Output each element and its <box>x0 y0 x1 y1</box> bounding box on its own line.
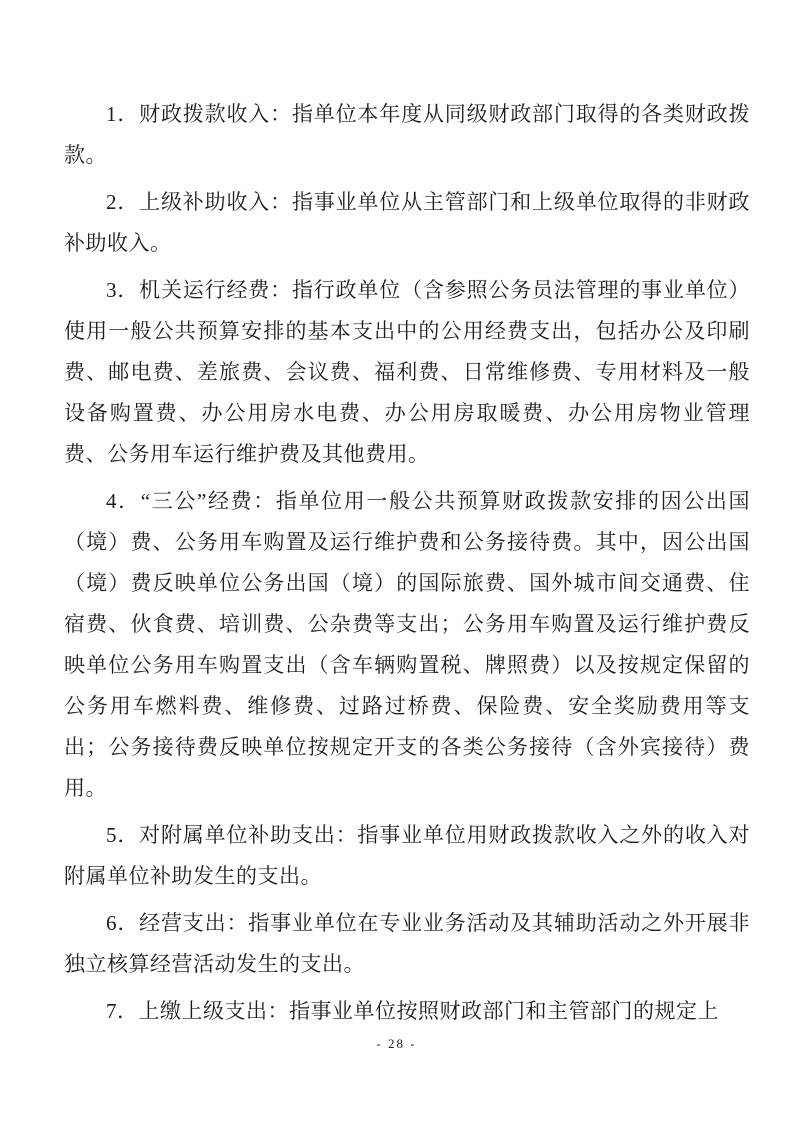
paragraph-agency-operating-expenses: 3．机关运行经费：指行政单位（含参照公务员法管理的事业单位）使用一般公共预算安排的基本支出中的公用经费支出，包括办公及印刷费、邮电费、差旅费、会议费、福利费、日常维修费、专用材料及一般设备购置费、办公用房水电费、办公用房取暖费、办公用房物业管理费、公务用车运行维护费及其他费用。 <box>64 278 750 466</box>
page-number: - 28 - <box>376 1036 417 1051</box>
paragraph-subsidy-to-affiliated-units: 5．对附属单位补助支出：指事业单位用财政拨款收入之外的收入对附属单位补助发生的支出。 <box>64 823 750 888</box>
document-body <box>64 94 750 1038</box>
paragraph-fiscal-appropriation-income: 1．财政拨款收入：指单位本年度从同级财政部门取得的各类财政拨款。 <box>64 102 750 167</box>
paragraph-payment-to-superior: 7．上缴上级支出：指事业单位按照财政部门和主管部门的规定上 <box>106 999 719 1023</box>
paragraph-three-public-expenses: 4．“三公”经费：指单位用一般公共预算财政拨款安排的因公出国（境）费、公务用车购置及运行维护费和公务接待费。其中，因公出国（境）费反映单位公务出国（境）的国际旅费、国外城市间交通费、住宿费、伙食费、培训费、公杂费等支出；公务用车购置及运行维护费反映单位公务用车购置支出（含车辆购置税、牌照费）以及按规定保留的公务用车燃料费、维修费、过路过桥费、保险费、安全奖励费用等支出；公务接待费反映单位按规定开支的各类公务接待（含外宾接待）费用。 <box>64 489 750 800</box>
paragraph-superior-subsidy-income: 2．上级补助收入：指事业单位从主管部门和上级单位取得的非财政补助收入。 <box>64 190 750 255</box>
paragraph-operating-expenditure: 6．经营支出：指事业单位在专业业务活动及其辅助活动之外开展非独立核算经营活动发生的支出。 <box>64 911 750 976</box>
